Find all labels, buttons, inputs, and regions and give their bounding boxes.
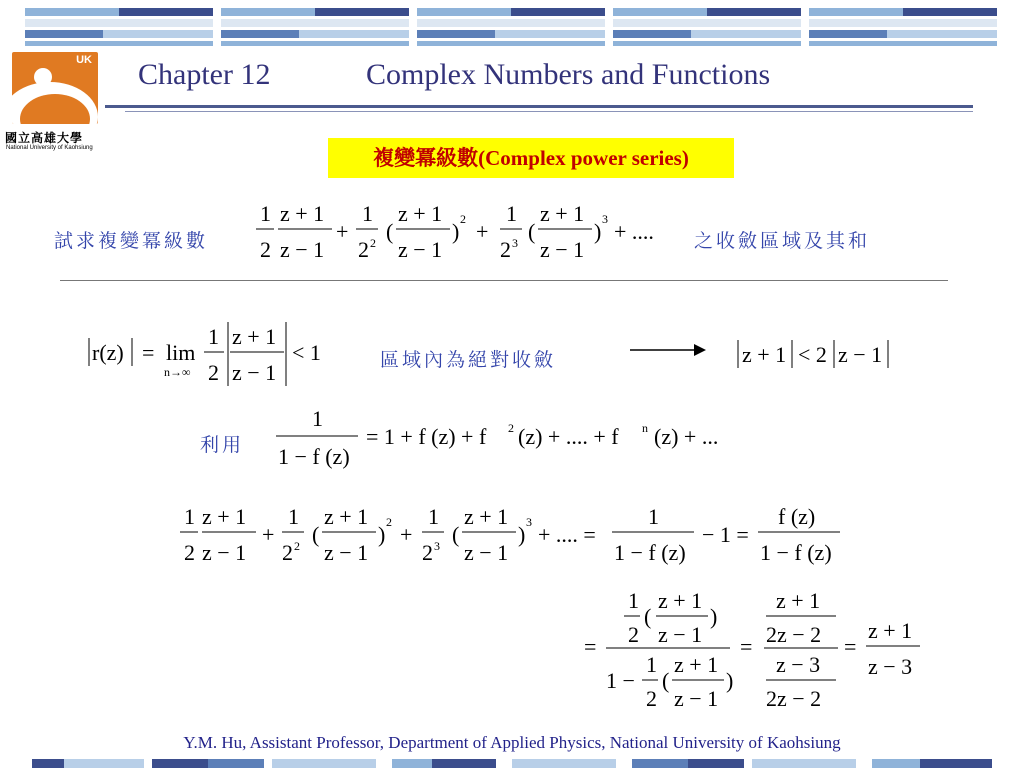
svg-text:+: + xyxy=(400,522,413,547)
svg-text:z + 1: z + 1 xyxy=(280,201,325,226)
convergence-note: 區域內為絕對收斂 xyxy=(380,349,557,371)
simplification-formula xyxy=(578,580,928,714)
svg-text:2: 2 xyxy=(208,360,219,385)
svg-text:z + 1: z + 1 xyxy=(540,201,585,226)
svg-text:z − 1: z − 1 xyxy=(324,540,369,565)
svg-text:− 1 =: − 1 = xyxy=(702,522,749,547)
svg-text:z + 1: z + 1 xyxy=(742,342,787,367)
svg-text:r(z): r(z) xyxy=(92,340,124,365)
svg-text:1 − f (z): 1 − f (z) xyxy=(614,540,686,565)
problem-suffix: 之收斂區域及其和 xyxy=(694,230,871,252)
svg-text:2: 2 xyxy=(386,515,392,529)
svg-text:z − 3: z − 3 xyxy=(868,654,913,679)
svg-text:z − 1: z − 1 xyxy=(398,237,443,262)
logo-name-english: National University of Kaohsiung xyxy=(6,145,93,151)
logo-name-chinese: 國立高雄大學 xyxy=(5,131,84,145)
svg-text:2z − 2: 2z − 2 xyxy=(766,686,822,711)
svg-text:z + 1: z + 1 xyxy=(776,588,821,613)
svg-text:+ .... =: + .... = xyxy=(538,522,596,547)
svg-text:2: 2 xyxy=(460,212,466,226)
svg-text:+ ....: + .... xyxy=(614,219,654,244)
svg-text:(: ( xyxy=(662,668,670,693)
svg-text:z − 1: z − 1 xyxy=(280,237,325,262)
svg-text:(: ( xyxy=(452,522,460,547)
svg-text:z − 1: z − 1 xyxy=(658,622,703,647)
svg-text:z + 1: z + 1 xyxy=(674,652,719,677)
svg-text:2z − 2: 2z − 2 xyxy=(766,622,822,647)
svg-text:z + 1: z + 1 xyxy=(398,201,443,226)
problem-prefix: 試求複變冪級數 xyxy=(54,230,209,252)
using-label: 利用 xyxy=(200,434,245,456)
svg-text:2: 2 xyxy=(294,539,300,553)
sum-formula xyxy=(170,498,860,570)
svg-text:1: 1 xyxy=(208,324,219,349)
header-bar xyxy=(613,8,801,46)
svg-text:z − 1: z − 1 xyxy=(464,540,509,565)
svg-text:n→∞: n→∞ xyxy=(164,365,191,379)
page-title: Complex Numbers and Functions xyxy=(366,58,771,91)
geometric-series-formula xyxy=(270,400,750,472)
svg-text:z − 3: z − 3 xyxy=(776,652,821,677)
svg-text:z − 1: z − 1 xyxy=(674,686,719,711)
svg-text:2: 2 xyxy=(282,540,293,565)
svg-text:2: 2 xyxy=(358,237,369,262)
svg-text:2: 2 xyxy=(370,236,376,250)
svg-text:1: 1 xyxy=(260,201,271,226)
svg-text:(z) + ...: (z) + ... xyxy=(654,424,719,449)
svg-text:z + 1: z + 1 xyxy=(232,324,277,349)
svg-text:3: 3 xyxy=(526,515,532,529)
svg-text:z + 1: z + 1 xyxy=(324,504,369,529)
svg-text:2: 2 xyxy=(260,237,271,262)
section-subtitle: 複變冪級數(Complex power series) xyxy=(373,146,689,170)
svg-text:z + 1: z + 1 xyxy=(658,588,703,613)
svg-text:z − 1: z − 1 xyxy=(202,540,247,565)
svg-text:): ) xyxy=(594,219,602,244)
svg-text:): ) xyxy=(518,522,526,547)
section-divider xyxy=(60,280,948,281)
svg-text:3: 3 xyxy=(602,212,608,226)
logo-emblem-icon xyxy=(12,52,98,124)
svg-text:z + 1: z + 1 xyxy=(464,504,509,529)
arrow-right-icon xyxy=(628,338,708,362)
svg-text:): ) xyxy=(452,219,460,244)
svg-text:+: + xyxy=(476,219,489,244)
svg-text:): ) xyxy=(726,668,734,693)
svg-text:< 2: < 2 xyxy=(798,342,827,367)
series-formula xyxy=(250,195,680,275)
svg-text:f (z): f (z) xyxy=(778,504,816,529)
svg-text:1 − f (z): 1 − f (z) xyxy=(760,540,832,565)
svg-text:): ) xyxy=(378,522,386,547)
svg-text:1: 1 xyxy=(288,504,299,529)
svg-text:(: ( xyxy=(312,522,320,547)
svg-text:3: 3 xyxy=(512,236,518,250)
svg-text:1: 1 xyxy=(362,201,373,226)
svg-text:(: ( xyxy=(386,219,394,244)
header-bar xyxy=(25,8,213,46)
svg-text:2: 2 xyxy=(500,237,511,262)
svg-text:1: 1 xyxy=(428,504,439,529)
svg-text:2: 2 xyxy=(422,540,433,565)
region-formula xyxy=(732,330,902,372)
svg-text:1: 1 xyxy=(628,588,639,613)
svg-text:2: 2 xyxy=(628,622,639,647)
svg-text:(: ( xyxy=(644,604,652,629)
svg-text:1: 1 xyxy=(646,652,657,677)
svg-text:+: + xyxy=(336,219,349,244)
svg-text:1: 1 xyxy=(506,201,517,226)
svg-text:lim: lim xyxy=(166,340,196,365)
svg-text:3: 3 xyxy=(434,539,440,553)
svg-text:= 1 + f (z) + f: = 1 + f (z) + f xyxy=(366,424,487,449)
svg-text:2: 2 xyxy=(184,540,195,565)
footer-credit: Y.M. Hu, Assistant Professor, Department of Applied Physics, National University of Kaohsiung xyxy=(183,733,841,752)
header-bar xyxy=(221,8,409,46)
logo-badge: UK xyxy=(76,54,92,66)
svg-text:z − 1: z − 1 xyxy=(232,360,277,385)
svg-text:=: = xyxy=(142,340,155,365)
svg-text:(: ( xyxy=(528,219,536,244)
svg-text:): ) xyxy=(710,604,718,629)
svg-text:z − 1: z − 1 xyxy=(838,342,883,367)
svg-text:=: = xyxy=(844,634,857,659)
svg-text:=: = xyxy=(584,634,597,659)
header-bar xyxy=(417,8,605,46)
svg-text:1: 1 xyxy=(312,406,323,431)
svg-text:1 −: 1 − xyxy=(606,668,635,693)
title-divider-thin xyxy=(125,111,973,112)
header-bar xyxy=(809,8,997,46)
svg-text:< 1: < 1 xyxy=(292,340,321,365)
svg-text:1: 1 xyxy=(648,504,659,529)
svg-text:2: 2 xyxy=(508,421,514,435)
title-divider xyxy=(105,105,973,108)
chapter-label: Chapter 12 xyxy=(138,58,271,91)
svg-text:z − 1: z − 1 xyxy=(540,237,585,262)
svg-text:=: = xyxy=(740,634,753,659)
svg-text:z + 1: z + 1 xyxy=(868,618,913,643)
svg-text:(z) + .... + f: (z) + .... + f xyxy=(518,424,619,449)
ratio-test-formula xyxy=(80,318,340,390)
subtitle-highlight xyxy=(328,138,734,178)
svg-text:2: 2 xyxy=(646,686,657,711)
svg-text:+: + xyxy=(262,522,275,547)
svg-text:1: 1 xyxy=(184,504,195,529)
svg-text:z + 1: z + 1 xyxy=(202,504,247,529)
svg-text:n: n xyxy=(642,421,648,435)
svg-text:1 − f (z): 1 − f (z) xyxy=(278,444,350,469)
